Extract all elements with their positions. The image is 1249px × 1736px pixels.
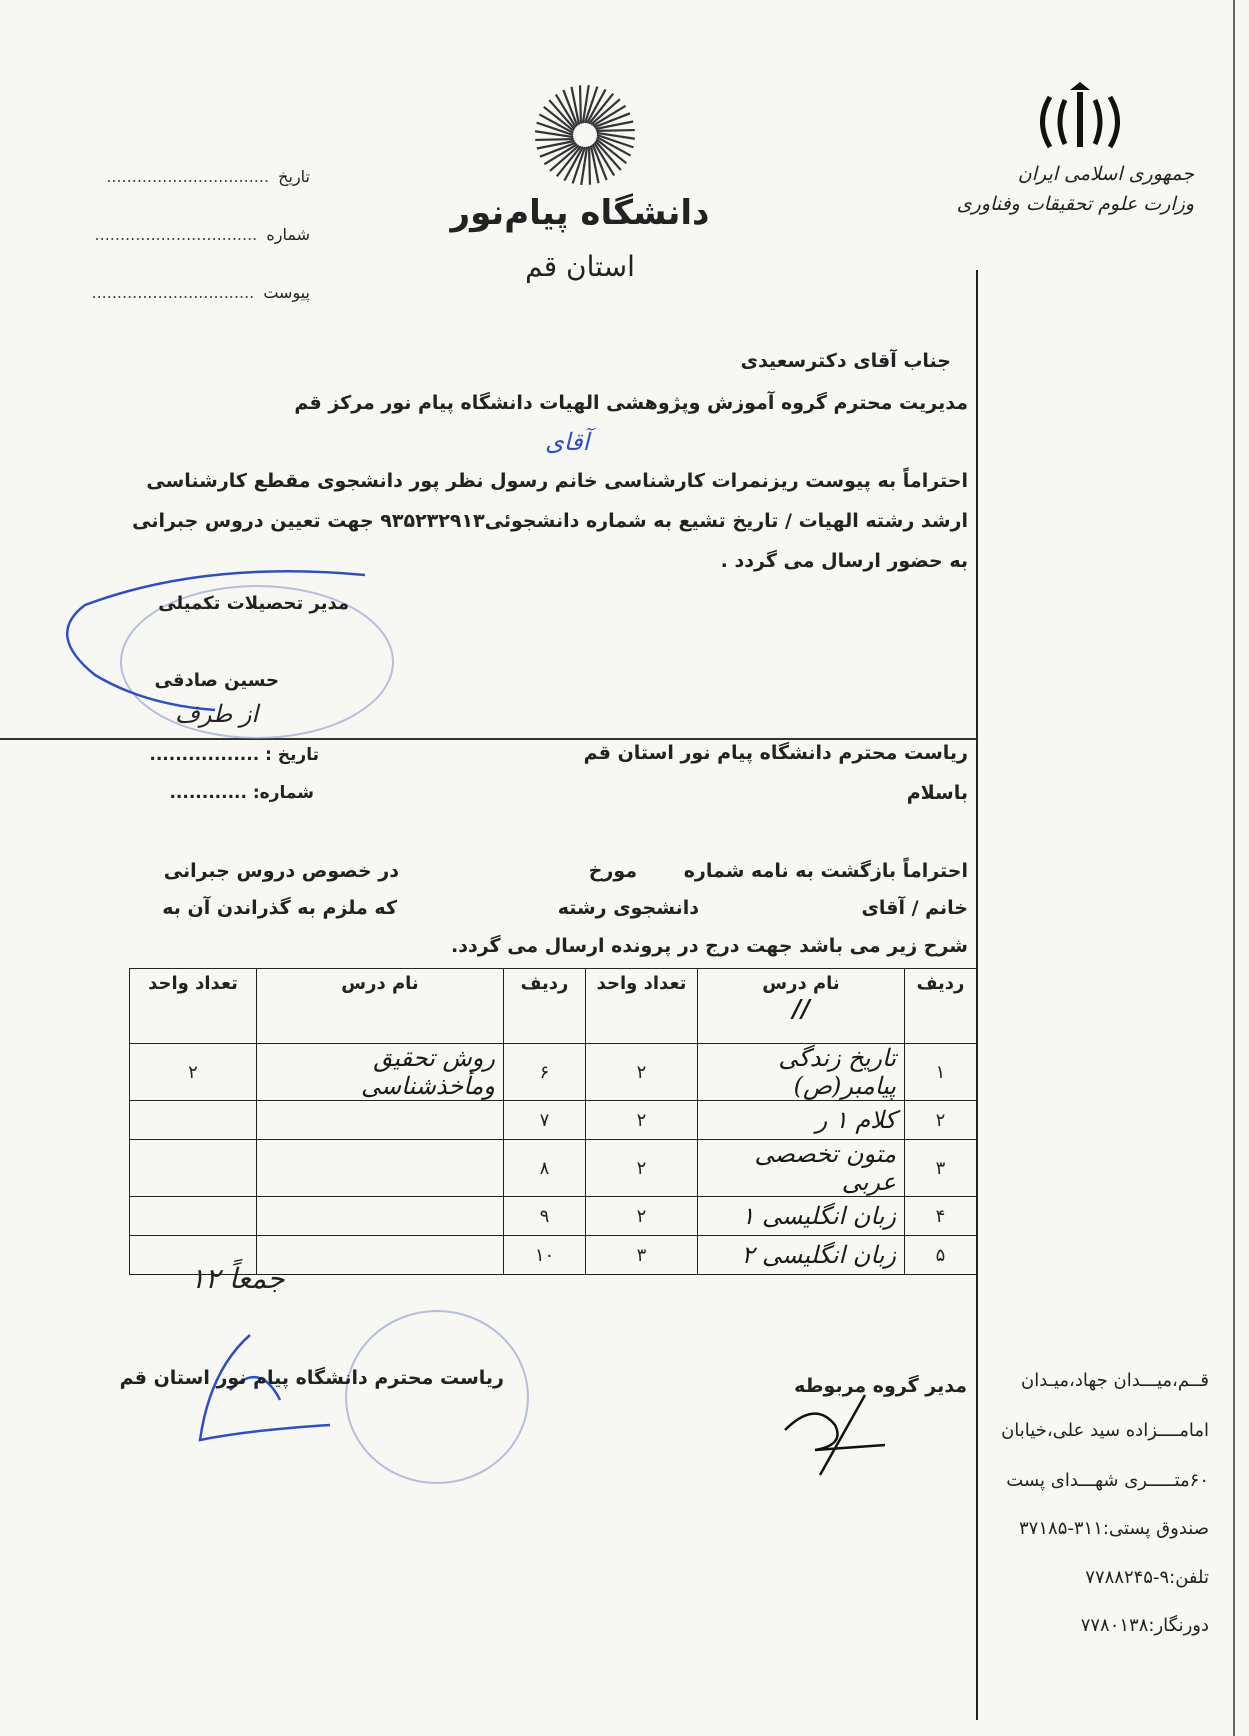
iran-emblem-icon [1030,82,1130,162]
reply-line2-a: خانم / آقای [861,897,968,919]
course-units: ۲ [586,1101,698,1140]
reply-line1-b: مورخ [588,860,637,882]
date-label: تاریخ [278,167,310,186]
fax: دورنگار:۷۷۸۰۱۳۸ [1080,1615,1209,1636]
handwritten-title: آقای [545,428,590,456]
col-units2-header: تعداد واحد [130,969,257,1044]
signer-name: حسین صادقی [154,670,279,691]
group-manager: مدیر گروه مربوطه [794,1375,967,1397]
row-number-2: ۷ [504,1101,586,1140]
salutation: جناب آقای دکترسعیدی [740,350,951,372]
row-number: ۵ [905,1236,977,1275]
row-number-2: ۹ [504,1197,586,1236]
col-row2-header: ردیف [504,969,586,1044]
course-units-2: ۲ [130,1044,257,1101]
col-row-header: ردیف [905,969,977,1044]
reply-date: تاریخ : ................. [149,745,319,765]
manager-signature-icon [775,1390,895,1480]
attachment-field [70,283,310,302]
paragraph-line2: ارشد رشته الهیات / تاریخ تشیع به شماره دانشجوئی۹۳۵۲۳۲۹۱۳ جهت تعیین دروس جبرانی [132,510,968,532]
reply-line2-c: که ملزم به گذراندن آن به [162,897,397,919]
reply-line1-c: در خصوص دروس جبرانی [163,860,399,882]
course-name: زبان انگلیسی ۱ [698,1197,905,1236]
ministry-line2: وزارت علوم تحقیقات وفناوری [956,193,1194,215]
section-divider [0,738,977,740]
course-units: ۲ [586,1044,698,1101]
ministry-line1: جمهوری اسلامی ایران [1017,163,1194,185]
signature-handwriting: از طرف [175,700,259,728]
row-number: ۳ [905,1140,977,1197]
phone: تلفن:۹-۷۷۸۸۲۴۵ [1085,1567,1209,1588]
reply-addressee: ریاست محترم دانشگاه پیام نور استان قم [583,742,968,764]
blue-signature-icon [190,1330,340,1450]
reply-number: شماره: ............ [169,783,314,803]
table-row [130,1101,977,1140]
table-header-row [130,969,977,1044]
course-units: ۲ [586,1197,698,1236]
address-line2: امامــــزاده سید علی،خیابان [1001,1420,1209,1441]
date-dots: ................................ [106,167,270,186]
col-course2-header: نام درس [257,969,504,1044]
course-name-2 [257,1197,504,1236]
course-units-2 [130,1140,257,1197]
reply-line1-a: احتراماً بازگشت به نامه شماره [683,860,968,882]
paragraph-line1: احتراماً به پیوست ریزنمرات کارشناسی خانم رسول نظر پور دانشجوی مقطع کارشناسی [146,470,968,492]
reply-line2-b: دانشجوی رشته [557,897,699,919]
attachment-dots: ................................ [91,283,255,302]
table-row [130,1044,977,1101]
course-name-2 [257,1140,504,1197]
payame-noor-logo-icon [530,80,640,190]
row-number: ۱ [905,1044,977,1101]
signer-title: مدیر تحصیلات تکمیلی [158,593,349,614]
course-units-2 [130,1101,257,1140]
number-dots: ................................ [94,225,258,244]
col-course-header [698,969,905,1044]
date-field [70,167,310,186]
president-stamp [345,1310,529,1484]
university-name: دانشگاه پیام‌نور [450,193,710,233]
row-number: ۴ [905,1197,977,1236]
postal-box: صندوق پستی:۳۱۱-۳۷۱۸۵ [1019,1518,1209,1539]
col-course-label: نام درس [762,973,840,994]
course-units-2 [130,1197,257,1236]
reply-line3: شرح زیر می باشد جهت درج در پرونده ارسال می گردد. [451,935,968,957]
address-line3: ۶۰متـــــری شهـــدای پست [1006,1470,1209,1491]
course-name-2 [257,1101,504,1140]
course-name-2: روش تحقیق ومأخذشناسی [257,1044,504,1101]
row-number-2: ۸ [504,1140,586,1197]
paragraph-line3: به حضور ارسال می گردد . [720,550,968,572]
row-number: ۲ [905,1101,977,1140]
course-name: متون تخصصی عربی [698,1140,905,1197]
table-row [130,1140,977,1197]
president-signoff: ریاست محترم دانشگاه پیام نور استان قم [119,1367,504,1389]
row-number-2: ۶ [504,1044,586,1101]
university-province: استان قم [525,250,635,283]
number-label: شماره [266,225,310,244]
course-name: زبان انگلیسی ۲ [698,1236,905,1275]
col-units-header: تعداد واحد [586,969,698,1044]
course-name: تاریخ زندگی پیامبر(ص) [698,1044,905,1101]
course-units: ۳ [586,1236,698,1275]
address-line1: قــم،میـــدان جهاد،میـدان [1021,1370,1209,1391]
course-name: کلام ۱ ر [698,1101,905,1140]
number-field [70,225,310,244]
row-number-2: ۱۰ [504,1236,586,1275]
courses-table [129,968,977,1275]
page-edge-line [1233,0,1235,1736]
course-units: ۲ [586,1140,698,1197]
total-units-handwriting: جمعاً ۱۲ [190,1262,285,1295]
attachment-label: پیوست [263,283,310,302]
reply-greeting: باسلام [906,782,968,804]
table-row [130,1197,977,1236]
course-name-2 [257,1236,504,1275]
ditto-mark: // [792,994,810,1023]
addressee: مدیریت محترم گروه آموزش وپژوهشی الهیات دانشگاه پیام نور مرکز قم [294,392,968,414]
